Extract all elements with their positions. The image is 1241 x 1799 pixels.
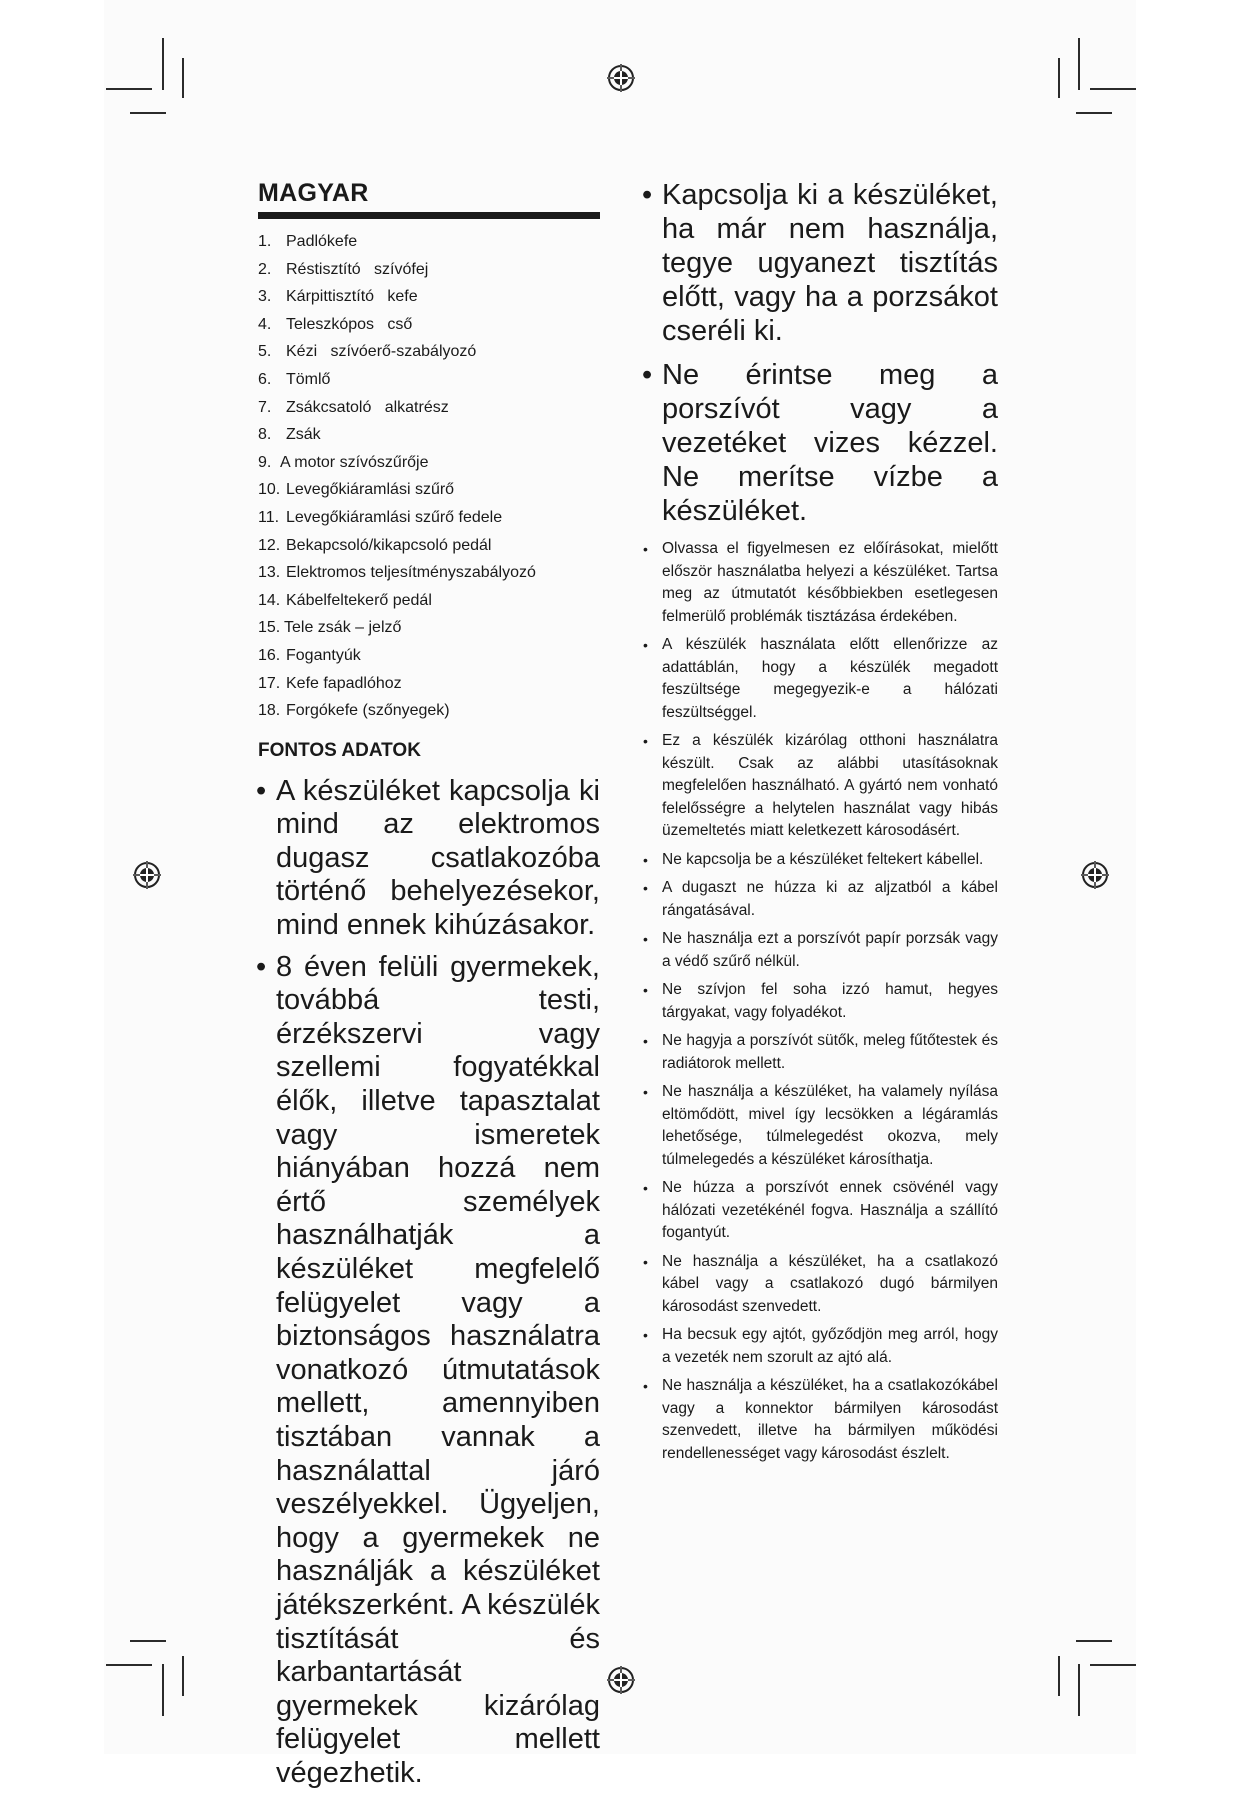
warning-item	[640, 979, 998, 1024]
warning-text: Ne szívjon fel soha izzó hamut, hegyes tárgyakat, vagy folyadékot.	[662, 981, 998, 1021]
item-number: 3.	[258, 288, 272, 306]
warning-text: Ha becsuk egy ajtót, győződjön meg arról, hogy a vezeték nem szorult az ajtó alá.	[662, 1326, 998, 1366]
list-item	[258, 670, 600, 698]
item-label: Bekapcsoló/kikapcsoló pedál	[286, 536, 492, 554]
item-label: Levegőkiáramlási szűrő	[286, 481, 455, 499]
crop-mark-icon	[1078, 38, 1080, 90]
bullet: •	[643, 1033, 648, 1049]
warning-item	[640, 634, 998, 724]
section-title: MAGYAR	[258, 179, 369, 207]
item-number: 14.	[258, 591, 281, 609]
warning-item	[640, 849, 998, 872]
crop-mark-icon	[1090, 88, 1136, 90]
list-item	[258, 697, 600, 725]
item-number: 18.	[258, 702, 281, 720]
bullet: •	[642, 359, 653, 391]
list-item	[258, 476, 600, 504]
crop-mark-icon	[130, 1640, 166, 1642]
bullet: •	[643, 1327, 648, 1343]
parts-list	[258, 228, 600, 725]
list-item	[258, 642, 600, 670]
item-number: 5.	[258, 343, 272, 361]
warning-item	[640, 1030, 998, 1075]
bullet: •	[643, 733, 648, 749]
list-item	[258, 338, 600, 366]
bullet: •	[643, 880, 648, 896]
list-item	[258, 228, 600, 256]
item-number: 13.	[258, 564, 281, 582]
warning-item	[640, 178, 998, 348]
item-label: Elektromos teljesítményszabályozó	[286, 564, 536, 582]
warning-text: A készülék használata előtt ellenőrizze az adattáblán, hogy a készülék megadott feszültsége megegyezik-e a hálózati feszültséggel.	[662, 636, 998, 721]
warning-text: Ne húzza a porszívót ennek csövénél vagy hálózati vezetékénél fogva. Használja a szállító fogantyút.	[662, 1179, 998, 1241]
warning-text: Ne használja a készüléket, ha a csatlakozókábel vagy a konnektor bármilyen károsodást szenvedett, illetve ha bármilyen működési rendellenességet vagy károsodást észlelt.	[662, 1377, 998, 1462]
bullet: •	[643, 982, 648, 998]
item-number: 16.	[258, 646, 281, 664]
bullet: •	[643, 1180, 648, 1196]
crop-mark-icon	[182, 1656, 184, 1696]
item-label: Tele zsák – jelző	[284, 619, 402, 637]
bullet: •	[642, 179, 653, 211]
bullet: •	[643, 1253, 648, 1270]
warning-text: Kapcsolja ki a készüléket, ha már nem használja, tegye ugyanezt tisztítás előtt, vagy ha a porzsákot cseréli ki.	[662, 179, 998, 347]
item-label: Padlókefe	[286, 233, 358, 250]
warning-text: A készüléket kapcsolja ki mind az elektromos dugasz csatlakozóba történő behelyezésekor, mind ennek kihúzásakor.	[276, 774, 600, 942]
registration-mark-icon	[606, 1665, 636, 1695]
list-item	[258, 366, 600, 394]
item-number: 2.	[258, 260, 272, 278]
item-label: Kefe fapadlóhoz	[286, 674, 402, 692]
item-number: 4.	[258, 315, 272, 333]
list-item	[258, 559, 600, 587]
warning-item	[640, 358, 998, 528]
left-column	[258, 178, 600, 1799]
crop-mark-icon	[1078, 1664, 1080, 1716]
item-label: Forgókefe (szőnyegek)	[286, 702, 450, 720]
crop-mark-icon	[1076, 1640, 1112, 1642]
bullet: •	[643, 851, 648, 868]
crop-mark-icon	[106, 1664, 152, 1666]
warning-item	[640, 538, 998, 628]
list-item	[258, 283, 600, 311]
warning-text: Ne érintse meg a porszívót vagy a vezetéket vizes kézzel. Ne merítse vízbe a készüléket.	[662, 359, 998, 527]
item-number: 7.	[258, 398, 272, 416]
bullet: •	[643, 1084, 648, 1100]
crop-mark-icon	[162, 1664, 164, 1716]
warning-item	[640, 1251, 998, 1319]
crop-mark-icon	[162, 38, 164, 90]
bullet: •	[256, 774, 267, 807]
list-item	[258, 421, 600, 449]
right-column	[640, 178, 998, 1471]
item-label: Réstisztító szívófej	[286, 260, 429, 278]
warning-text: Ne használja ezt a porszívót papír porzsák vagy a védő szűrő nélkül.	[662, 930, 998, 970]
warning-text: Ez a készülék kizárólag otthoni használatra készült. Csak az alábbi utasításoknak megfelelően használható. A gyártó nem vonható felelősségre a helytelen használat vagy hibás üzemeltetés miatt keletkezett károsodásért.	[662, 732, 998, 839]
warning-item	[258, 775, 600, 943]
warning-text: Ne hagyja a porszívót sütők, meleg fűtőtestek és radiátorok mellett.	[662, 1032, 998, 1072]
warning-item	[640, 928, 998, 973]
bullet: •	[643, 1378, 648, 1394]
list-item	[258, 394, 600, 422]
warning-item	[640, 877, 998, 922]
item-number: 1.	[258, 233, 272, 250]
item-number: 6.	[258, 370, 272, 388]
item-label: Fogantyúk	[286, 646, 361, 664]
warning-text: A dugaszt ne húzza ki az aljzatból a kábel rángatásával.	[662, 879, 998, 919]
item-number: 15.	[258, 619, 281, 637]
item-number: 10.	[258, 481, 281, 499]
list-item	[258, 449, 600, 477]
important-heading: FONTOS ADATOK	[258, 739, 421, 761]
list-item	[258, 504, 600, 532]
bullet: •	[643, 931, 648, 947]
item-label: Kárpittisztító kefe	[286, 288, 418, 306]
list-item	[258, 532, 600, 560]
warning-item	[640, 1324, 998, 1369]
warning-text: Olvassa el figyelmesen ez előírásokat, mielőtt először használatba helyezi a készüléket. Tartsa meg az útmutatót későbbiekben esetlegesen felmerülő problémák tisztázása érdekében.	[662, 540, 998, 625]
warning-text: 8 éven felüli gyermekek, továbbá testi, érzékszervi vagy szellemi fogyatékkal élők, illetve tapasztalat vagy ismeretek hiányában hozzá nem értő személyek használhatják a készüléket megfelelő felügyelet vagy a biztonságos használatra vonatkozó útmutatások mellett, amennyiben tisztában vannak a használattal járó veszélyekkel. Ügyeljen, hogy a gyermekek ne használják a készüléket játékszerként. A készülék tisztítását és karbantartását gyermekek kizárólag felügyelet mellett végezhetik.	[276, 950, 600, 1789]
warning-item	[640, 1375, 998, 1465]
item-number: 11.	[258, 508, 280, 526]
bullet: •	[643, 541, 648, 557]
bullet: •	[256, 950, 267, 983]
item-label: Kézi szívóerő-szabályozó	[286, 343, 477, 361]
item-label: Zsákcsatoló alkatrész	[286, 398, 449, 416]
item-number: 8.	[258, 426, 272, 444]
crop-mark-icon	[1090, 1664, 1136, 1666]
title-rule	[258, 212, 600, 219]
item-number: 17.	[258, 674, 281, 692]
crop-mark-icon	[1076, 112, 1112, 114]
bullet: •	[643, 637, 648, 653]
warning-text: Ne használja a készüléket, ha valamely nyílása eltömődött, mivel így lecsökken a légáramlás lehetősége, túlmelegedést okozva, mely túlmelegedés a készüléket károsíthatja.	[662, 1083, 998, 1168]
crop-mark-icon	[182, 58, 184, 98]
item-label: Zsák	[286, 426, 321, 444]
warning-text: Ne kapcsolja be a készüléket feltekert kábellel.	[662, 850, 984, 868]
registration-mark-icon	[1080, 860, 1110, 890]
warning-text: Ne használja a készüléket, ha a csatlakozó kábel vagy a csatlakozó dugó bármilyen károsodást szenvedett.	[662, 1252, 998, 1315]
crop-mark-icon	[1058, 1656, 1060, 1696]
item-label: Teleszkópos cső	[286, 315, 413, 333]
warning-item	[640, 730, 998, 843]
list-item	[258, 256, 600, 284]
crop-mark-icon	[106, 88, 152, 90]
item-label: A motor szívószűrője	[280, 453, 429, 471]
warning-item	[258, 951, 600, 1791]
item-label: Levegőkiáramlási szűrő fedele	[286, 508, 503, 526]
registration-mark-icon	[606, 63, 636, 93]
crop-mark-icon	[130, 112, 166, 114]
list-item	[258, 587, 600, 615]
registration-mark-icon	[132, 860, 162, 890]
item-number: 9.	[258, 453, 272, 471]
warning-item	[640, 1177, 998, 1245]
item-label: Kábelfeltekerő pedál	[286, 591, 432, 609]
list-item	[258, 311, 600, 339]
list-item	[258, 614, 600, 642]
item-label: Tömlő	[286, 370, 331, 388]
crop-mark-icon	[1058, 58, 1060, 98]
item-number: 12.	[258, 536, 281, 554]
warning-item	[640, 1081, 998, 1171]
